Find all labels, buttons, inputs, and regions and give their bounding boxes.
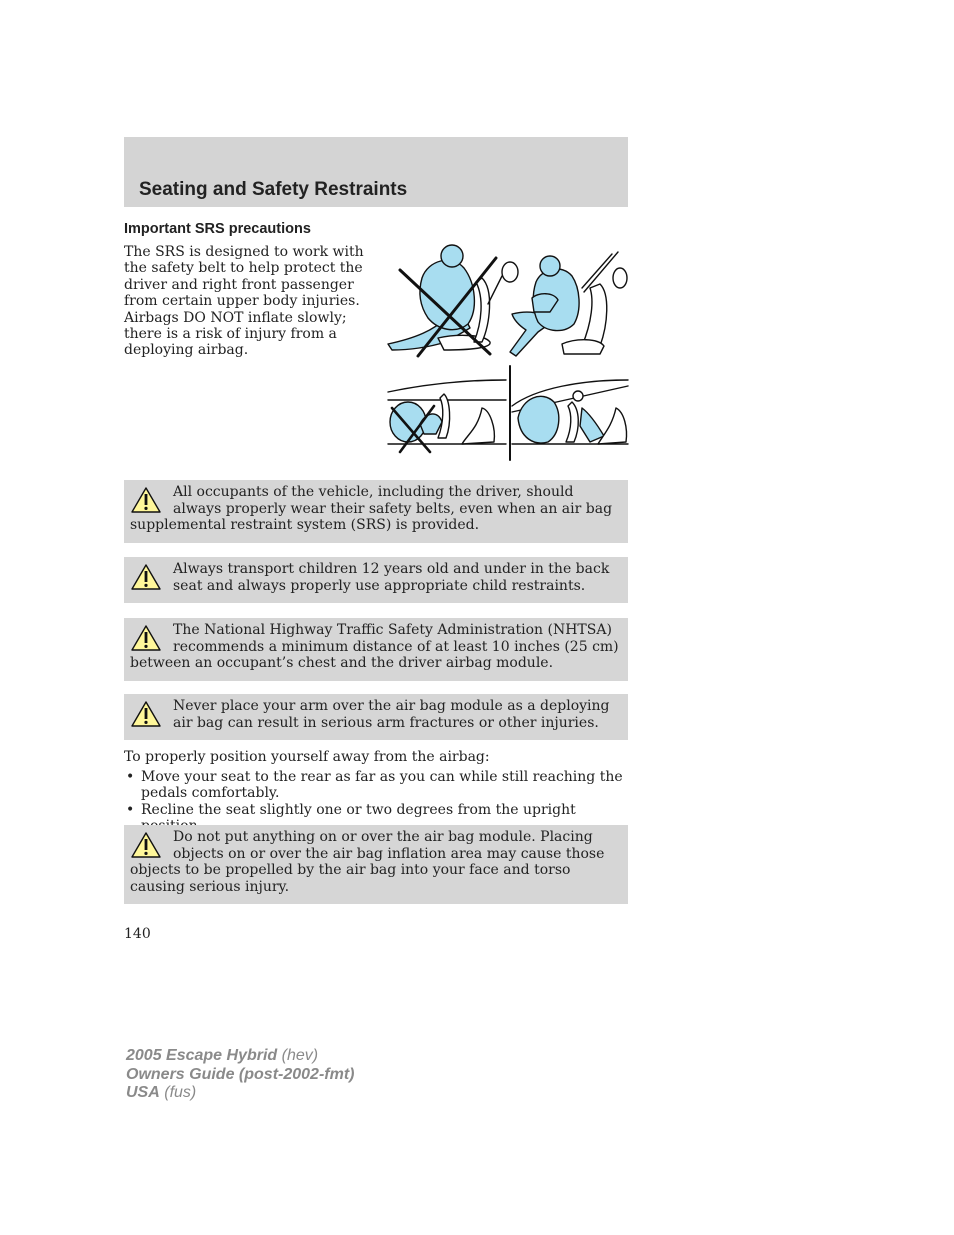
warning-triangle-icon xyxy=(130,624,162,652)
warning-triangle-icon xyxy=(130,831,162,859)
occupant-too-close-figure xyxy=(388,245,518,350)
subheading-srs-precautions: Important SRS precautions xyxy=(124,221,311,237)
car-too-close-figure xyxy=(388,380,506,452)
car-proper-distance-figure xyxy=(512,380,628,444)
warning-text: Do not put anything on or over the air bag module. Placing objects on or over the air bag inflation area may cause those objects to be propelled by the air bag into your face and torso causing serious injury. xyxy=(130,829,605,895)
document-footer xyxy=(126,1047,354,1103)
warning-box-children xyxy=(124,557,628,603)
occupant-proper-distance-figure xyxy=(510,252,627,356)
footer-model-code: (hev) xyxy=(281,1047,319,1064)
footer-market-code: (fus) xyxy=(164,1084,197,1101)
warning-triangle-icon xyxy=(130,700,162,728)
section-title: Seating and Safety Restraints xyxy=(139,179,408,200)
intro-paragraph: The SRS is designed to work with the safety belt to help protect the driver and right front passenger from certain upper body injuries. Airbags DO NOT inflate slowly; there is a risk of injury from a deploying airbag. xyxy=(124,244,364,359)
warning-text: The National Highway Traffic Safety Administration (NHTSA) recommends a minimum distance of at least 10 inches (25 cm) between an occupant’s chest and the driver airbag module. xyxy=(130,622,619,671)
footer-guide: Owners Guide (post-2002-fmt) xyxy=(126,1065,355,1083)
positioning-section xyxy=(124,749,634,835)
section-header-band xyxy=(124,137,628,207)
warning-triangle-icon xyxy=(130,563,162,591)
warning-text: All occupants of the vehicle, including the driver, should always properly wear their safety belts, even when an air bag supplemental restraint system (SRS) is provided. xyxy=(130,484,613,533)
bullet-icon: • xyxy=(126,801,135,818)
positioning-intro: To properly position yourself away from the airbag: xyxy=(124,749,490,765)
warning-text: Never place your arm over the air bag module as a deploying air bag can result in serious arm fractures or other injuries. xyxy=(173,698,610,731)
airbag-position-illustration xyxy=(386,238,630,462)
warning-text: Always transport children 12 years old and under in the back seat and always properly use appropriate child restraints. xyxy=(173,561,610,594)
warning-triangle-icon xyxy=(130,486,162,514)
warning-box-objects-on-airbag xyxy=(124,825,628,904)
list-item: • Move your seat to the rear as far as you can while still reaching the pedals comfortably. xyxy=(126,768,623,801)
footer-market: USA xyxy=(126,1084,160,1101)
bullet-icon: • xyxy=(126,768,135,785)
warning-box-arm-placement xyxy=(124,694,628,740)
list-item: • Recline the seat slightly one or two degrees from the upright xyxy=(126,801,576,818)
footer-model: 2005 Escape Hybrid xyxy=(126,1047,278,1064)
page-number: 140 xyxy=(124,926,151,942)
warning-box-safety-belts xyxy=(124,480,628,543)
warning-box-nhtsa-distance xyxy=(124,618,628,681)
